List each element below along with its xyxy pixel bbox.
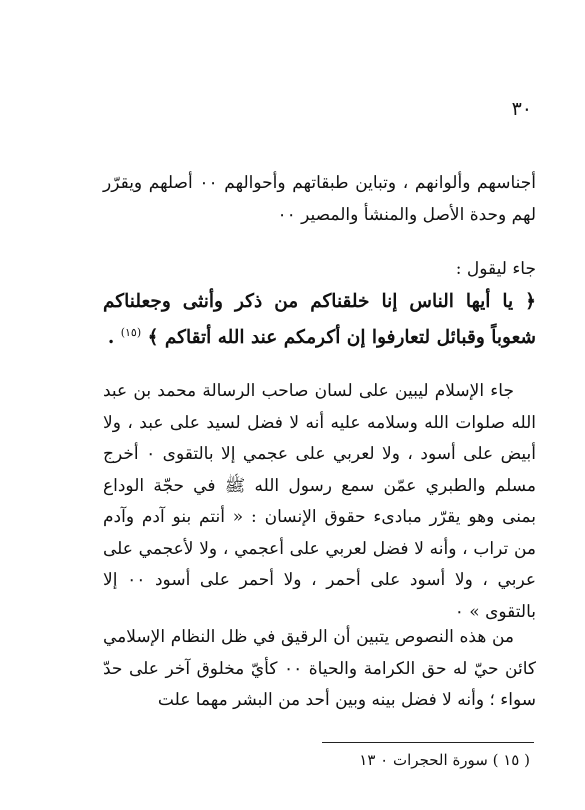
paragraph-1	[103, 168, 536, 231]
verse-end-mark: .	[107, 327, 121, 349]
quran-verse	[103, 286, 536, 354]
paragraph-3-text: من هذه النصوص يتبين أن الرقيق في ظل النظام الإسلامي كائن حيّ له حق الكرامة والحياة ٠٠ كأيّ مخلوق آخر على حدّ سواء ؛ وأنه لا فضل بينه وبين أحد من البشر مهما علت	[103, 627, 536, 710]
footnote-divider	[322, 742, 534, 743]
paragraph-2	[103, 376, 536, 628]
paragraph-1-text: أجناسهم وألوانهم ، وتباين طبقاتهم وأحوالهم ٠٠ أصلهم ويقرّر لهم وحدة الأصل والمنشأ والمصير ٠٠	[103, 173, 536, 225]
footnote-reference: (١٥)	[120, 326, 142, 339]
quote-block	[103, 254, 536, 354]
footnote: ( ١٥ ) سورة الحجرات ٠ ١٣	[359, 751, 530, 769]
quote-intro: جاء ليقول :	[455, 259, 536, 279]
paragraph-2-text: جاء الإسلام ليبين على لسان صاحب الرسالة محمد بن عبد الله صلوات الله وسلامه عليه أنه لا فضل لسيد على عبد ، ولا أبيض على أسود ، ولا لعربي على عجمي إلا بالتقوى ٠ أخرج مسلم والطبري عمّن سمع رسول الله ﷺ في حجّة الوداع بمنى وهو يقرّر مبادىء حقوق الإنسان : « أنتم بنو آدم وآدم من تراب ، وأنه لا فضل لعربي على أعجمي ، ولا لأعجمي على عربي ، ولا أسود على أحمر ، ولا أحمر على أسود ٠٠ إلا بالتقوى » ٠	[103, 381, 536, 622]
paragraph-3	[103, 622, 536, 717]
page-number: ٣٠	[511, 98, 532, 120]
quran-verse-text: ﴿ يا أيها الناس إنا خلقناكم من ذكر وأنثى وجعلناكم شعوباً وقبائل لتعارفوا إن أكرمكم عند الله أتقاكم ﴾	[103, 290, 536, 349]
